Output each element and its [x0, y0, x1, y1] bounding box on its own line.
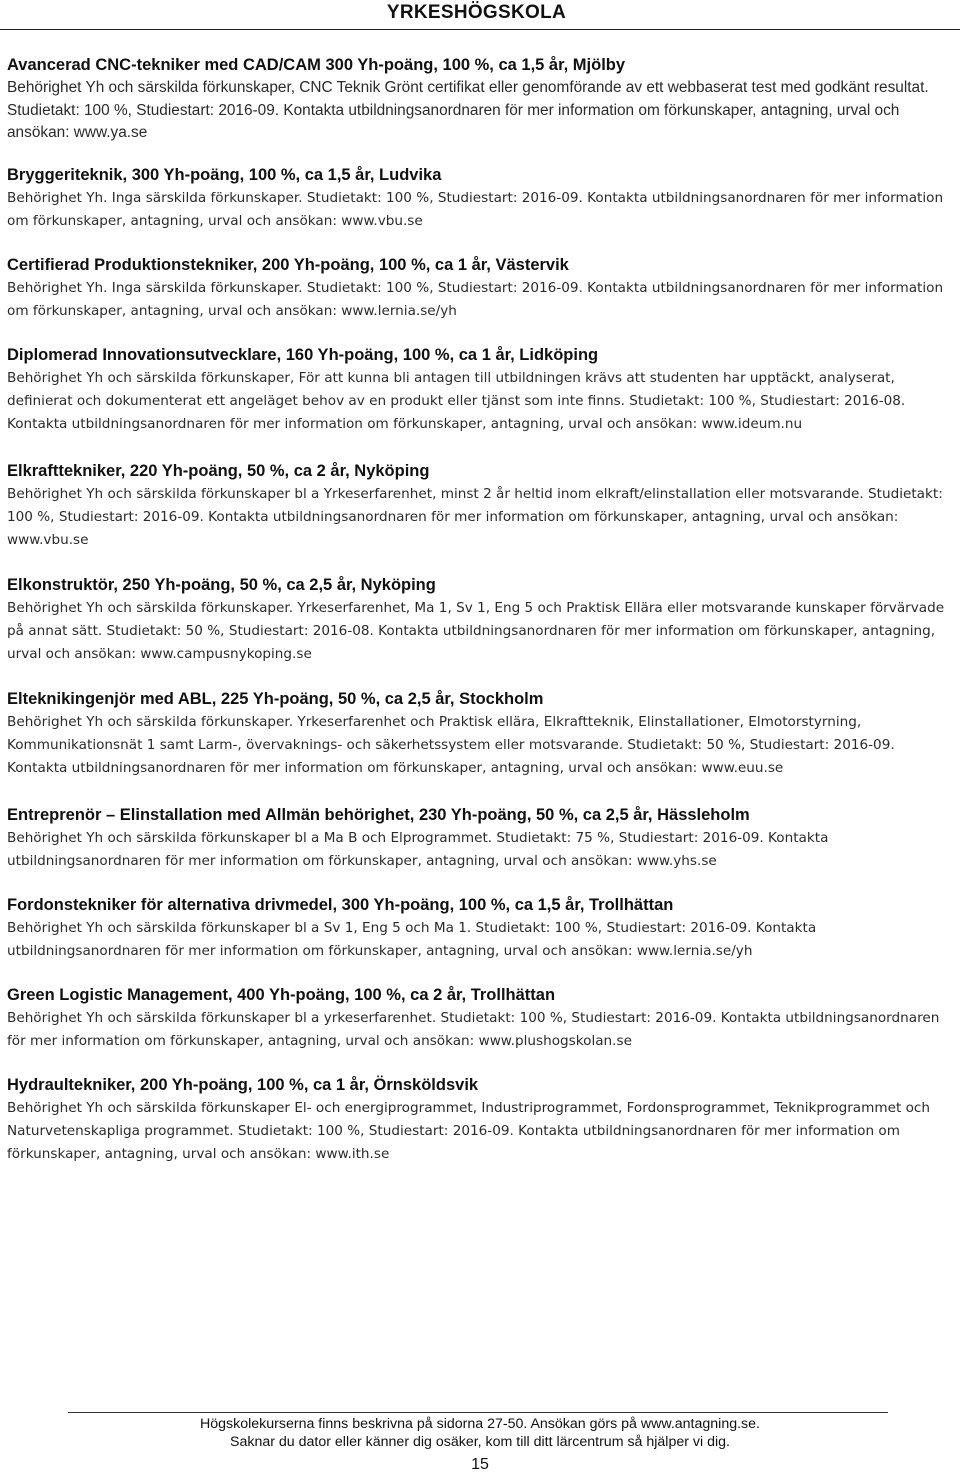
course-description: Behörighet Yh. Inga särskilda förkunskaper. Studietakt: 100 %, Studiestart: 2016-09. Kontakta utbildningsanordnaren för mer information om förkunskaper, antagning, urval och ansökan: www.lernia.se/yh [7, 279, 944, 319]
course-title: Certifierad Produktionstekniker, 200 Yh-poäng, 100 %, ca 1 år, Västervik [7, 255, 569, 274]
header-title: YRKESHÖGSKOLA [386, 2, 566, 23]
course-title: Entreprenör – Elinstallation med Allmän behörighet, 230 Yh-poäng, 50 %, ca 2,5 år, Hässleholm [7, 805, 750, 824]
course-title: Green Logistic Management, 400 Yh-poäng, 100 %, ca 2 år, Trollhättan [7, 985, 556, 1004]
course-entry [7, 984, 952, 1053]
course-title: Avancerad CNC-tekniker med CAD/CAM 300 Yh-poäng, 100 %, ca 1,5 år, Mjölby [7, 56, 626, 74]
course-entry [7, 164, 952, 233]
footer-note-help: Saknar du dator eller känner dig osäker, kom till ditt lärcentrum så hjälper vi dig. [230, 1434, 730, 1450]
footer-note-admission: Högskolekurserna finns beskrivna på sidorna 27-50. Ansökan görs på www.antagning.se. [200, 1416, 760, 1432]
course-title: Bryggeriteknik, 300 Yh-poäng, 100 %, ca 1,5 år, Ludvika [7, 165, 442, 184]
course-description: Behörighet Yh och särskilda förkunskaper, CNC Teknik Grönt certifikat eller genomförande av ett webbaserat test med godkänt resultat. Studietakt: 100 %, Studiestart: 2016-09. Kontakta utbildningsanordnaren för mer information om förkunskaper, antagning, urval och ansökan: www.ya.se [7, 79, 929, 141]
course-entry [7, 460, 952, 552]
course-entry [7, 344, 952, 436]
course-entry [7, 54, 952, 145]
course-title: Diplomerad Innovationsutvecklare, 160 Yh-poäng, 100 %, ca 1 år, Lidköping [7, 345, 599, 364]
course-title: Hydraultekniker, 200 Yh-poäng, 100 %, ca 1 år, Örnsköldsvik [7, 1075, 479, 1094]
course-entry [7, 804, 952, 873]
footer-divider [68, 1412, 888, 1413]
course-list [7, 54, 952, 1166]
course-entry [7, 894, 952, 963]
header-divider [0, 29, 960, 30]
course-description: Behörighet Yh och särskilda förkunskaper bl a yrkeserfarenhet. Studietakt: 100 %, Studiestart: 2016-09. Kontakta utbildningsanordnaren för mer information om förkunskaper, antagning, urval och ansökan: www.plushogskolan.se [7, 1009, 940, 1049]
course-entry [7, 688, 952, 780]
page-header [0, 0, 960, 30]
course-title: Elteknikingenjör med ABL, 225 Yh-poäng, 50 %, ca 2,5 år, Stockholm [7, 689, 544, 708]
course-description: Behörighet Yh och särskilda förkunskaper bl a Yrkeserfarenhet, minst 2 år heltid inom elkraft/elinstallation eller motsvarande. Studietakt: 100 %, Studiestart: 2016-09. Kontakta utbildningsanordnaren för mer information om förkunskaper, antagning, urval och ansökan: www.vbu.se [7, 485, 943, 548]
course-entry [7, 574, 952, 666]
course-description: Behörighet Yh. Inga särskilda förkunskaper. Studietakt: 100 %, Studiestart: 2016-09. Kontakta utbildningsanordnaren för mer information om förkunskaper, antagning, urval och ansökan: www.vbu.se [7, 189, 944, 229]
course-description: Behörighet Yh och särskilda förkunskaper bl a Sv 1, Eng 5 och Ma 1. Studietakt: 100 %, Studiestart: 2016-09. Kontakta utbildningsanordnaren för mer information om förkunskaper, antagning, urval och ansökan: www.lernia.se/yh [7, 919, 817, 959]
course-description: Behörighet Yh och särskilda förkunskaper, För att kunna bli antagen till utbildningen krävs att studenten har upptäckt, analyserat, definierat och dokumenterat ett angeläget behov av en produkt eller tjänst som inte finns. Studietakt: 100 %, Studiestart: 2016-08. Kontakta utbildningsanordnaren för mer information om förkunskaper, antagning, urval och ansökan: www.ideum.nu [7, 369, 906, 432]
course-description: Behörighet Yh och särskilda förkunskaper El- och energiprogrammet, Industriprogrammet, Fordonsprogrammet, Teknikprogrammet och Naturvetenskapliga programmet. Studietakt: 100 %, Studiestart: 2016-09. Kontakta utbildningsanordnaren för mer information om förkunskaper, antagning, urval och ansökan: www.ith.se [7, 1099, 931, 1162]
course-title: Fordonstekniker för alternativa drivmedel, 300 Yh-poäng, 100 %, ca 1,5 år, Trollhättan [7, 895, 674, 914]
course-title: Elkrafttekniker, 220 Yh-poäng, 50 %, ca 2 år, Nyköping [7, 461, 430, 480]
course-title: Elkonstruktör, 250 Yh-poäng, 50 %, ca 2,5 år, Nyköping [7, 575, 436, 594]
page-number: 15 [471, 1456, 489, 1473]
course-entry [7, 254, 952, 323]
course-description: Behörighet Yh och särskilda förkunskaper bl a Ma B och Elprogrammet. Studietakt: 75 %, Studiestart: 2016-09. Kontakta utbildningsanordnaren för mer information om förkunskaper, antagning, urval och ansökan: www.yhs.se [7, 829, 829, 869]
course-description: Behörighet Yh och särskilda förkunskaper. Yrkeserfarenhet, Ma 1, Sv 1, Eng 5 och Praktisk Ellära eller motsvarande kunskaper förvärvade på annat sätt. Studietakt: 50 %, Studiestart: 2016-08. Kontakta utbildningsanordnaren för mer information om förkunskaper, antagning, urval och ansökan: www.campusnykoping.se [7, 599, 945, 662]
course-entry [7, 1074, 952, 1166]
course-description: Behörighet Yh och särskilda förkunskaper. Yrkeserfarenhet och Praktisk ellära, Elkraftteknik, Elinstallationer, Elmotorstyrning, Kommunikationsnät 1 samt Larm-, övervaknings- och säkerhetssystem eller motsvarande. Studietakt: 50 %, Studiestart: 2016-09. Kontakta utbildningsanordnaren för mer information om förkunskaper, antagning, urval och ansökan: www.euu.se [7, 713, 895, 776]
